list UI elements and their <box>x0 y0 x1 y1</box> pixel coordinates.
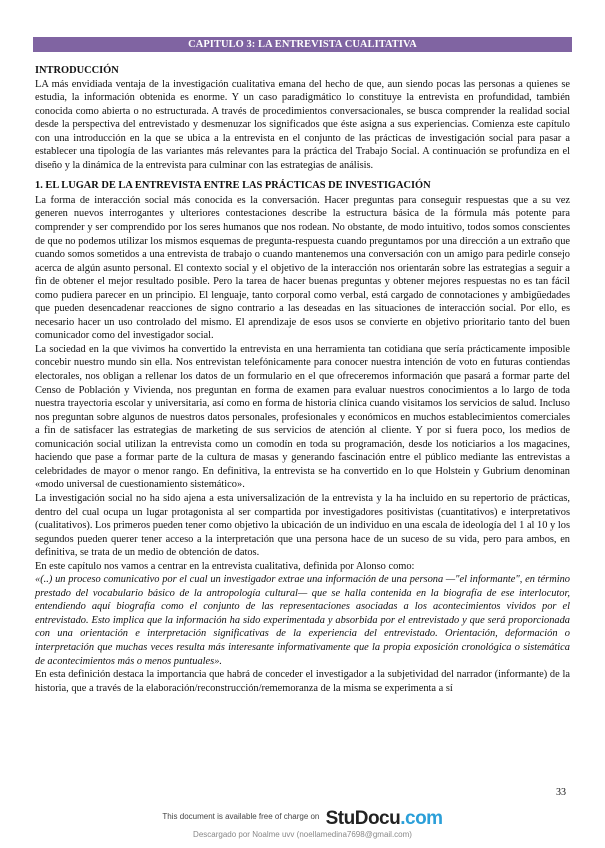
studocu-logo-domain: .com <box>400 808 443 829</box>
availability-text: This document is available free of charge on <box>162 812 320 821</box>
chapter-title: CAPITULO 3: LA ENTREVISTA CUALITATIVA <box>188 39 417 50</box>
intro-heading: INTRODUCCIÓN <box>35 65 119 76</box>
page-content <box>35 64 570 695</box>
section-1-paragraph-3: La investigación social no ha sido ajena a esta universalización de la entrevista y la ha incluido en su repertorio de prácticas, dentro del cual ocupa un lugar protagonista al ser compartida por investigadores positivistas (cuantitativos) e interpretativos (cualitativos). Los primeros pueden tener como objetivo la ubicación de un individuo en una escala de ideología del 1 al 10 y los segundos pueden querer tener acceso a la interpretación que una persona hace de un suceso de su vida, pero para ambos, en definitiva, se trata de un medio de obtención de datos. <box>35 492 570 559</box>
section-1-paragraph-5: En esta definición destaca la importancia que habrá de conceder el investigador a la subjetividad del narrador (informante) de la historia, que a través de la elaboración/reconstrucción/rememoranza de la misma se experimenta a sí <box>35 669 570 694</box>
studocu-logo-name: StuDocu <box>325 808 401 829</box>
section-1-paragraph-2: La sociedad en la que vivimos ha convertido la entrevista en una herramienta tan cotidiana que sería prácticamente imposible concebir nuestro mundo sin ella. Nos entrevistan telefónicamente para conocer nuestra intención de voto en futuras contiendas electorales, nos obligan a rellenar los datos de un formulario en el que ofreceremos información que pasará a formar parte del Censo de Población y Vivienda, nos preguntan en forma de examen para evaluar nuestros conocimientos a lo largo de toda nuestra trayectoria escolar y universitaria, así como en forma de historia clínica cuando visitamos los servicios de salud. Incluso nos preguntan sobre algunos de nuestros datos personales, profesionales y económicos en muchos establecimientos comerciales a fin de satisfacer las estrategias de marketing de sus servicios de atención al cliente. Y por si fuera poco, los medios de comunicación social utilizan la entrevista como un comodín en toda su programación, desde los noticiarios a los magacines, haciendo que pase a formar parte de la cultura de masas y generando fascinación entre el público mediante las entrevistas a celebridades de mayor o menor rango. En definitiva, la entrevista se ha convertido en lo que Holstein y Gubrium denominan «modo universal de cuestionamiento sistemático». <box>35 343 570 491</box>
section-1-paragraph-4: En este capítulo nos vamos a centrar en la entrevista cualitativa, definida por Alonso como: <box>35 560 415 572</box>
section-1-heading: 1. EL LUGAR DE LA ENTREVISTA ENTRE LAS PRÁCTICAS DE INVESTIGACIÓN <box>35 180 431 192</box>
page-number: 33 <box>556 787 566 798</box>
section-1-paragraph-1: La forma de interacción social más conocida es la conversación. Hacer preguntas para conseguir respuestas que a su vez generen nuevos interrogantes y ulteriores contestaciones describe la estructura básica de la fórmula más potente para comprender y ser comprendido por los seres humanos que nos rodean. No obstante, de modo intuitivo, todos somos conscientes de que no podemos utilizar los mismos esquemas de pregunta-respuesta cuando preguntamos por una dirección a un extraño que cuando somos sometidos a una entrevista de trabajo o cuando mantenemos una conversación con un amigo para pedirle consejo acerca de algún asunto personal. El contexto social y el objetivo de la interacción nos orientarán sobre las estrategias a seguir a fin de obtener el mejor resultado posible. Pero la tarea de hacer buenas preguntas y obtener mejores respuestas no es tan fácil como pudiera parecer en un principio. El lenguaje, tanto corporal como verbal, está cargado de connotaciones y ambigüedades que pueden desencadenar reacciones de signo contrario a las deseadas en las situaciones de interacción social. Por ello, es necesario hacer un uso controlado del mismo. El aprendizaje de esos usos se convierte en objetivo prioritario tanto del buen comunicador como del investigador social. <box>35 194 570 342</box>
chapter-title-banner <box>33 37 572 52</box>
studocu-logo[interactable] <box>326 808 443 829</box>
download-attribution: Descargado por Noalme uvv (noellamedina7698@gmail.com) <box>193 830 412 839</box>
intro-paragraph: LA más envidiada ventaja de la investigación cualitativa emana del hecho de que, aun siendo pocas las personas a quienes se estudia, la información obtenida es enorme. Y un caso paradigmático lo constituye la entrevista en profundidad, también conocida como abierta o no estructurada. A través de procedimientos conversacionales, se busca comprender la realidad social desde la perspectiva del entrevistado y desmenuzar los significados que éste asigna a sus experiencias. Comienza este capítulo con una introducción en la que se ubica a la entrevista en el conjunto de las prácticas de investigación social para pasar a establecer una tipología de las variantes más relevantes para la práctica del Trabajo Social. A continuación se profundiza en el diseño y la dinámica de la entrevista para culminar con las estrategias de análisis. <box>35 78 570 171</box>
studocu-footer <box>0 808 605 830</box>
alonso-quote: «(..) un proceso comunicativo por el cual un investigador extrae una información de una persona —"el informante", en término prestado del vocabulario básico de la antropología cultural— que se halla contenida en la biografía de ese interlocutor, entendiendo aquí biografía como el conjunto de las representaciones asociadas a los acontecimientos vividos por el entrevistado. Esto implica que la información ha sido experimentada y absorbida por el entrevistado y que será proporcionada con una orientación e interpretación significativas de la experiencia del entrevistado. Orientación, deformación o interpretación que muchas veces resulta más interesante informativamente que la propia exposición cronológica o sistemática de acontecimientos más o menos puntuales». <box>35 574 570 667</box>
